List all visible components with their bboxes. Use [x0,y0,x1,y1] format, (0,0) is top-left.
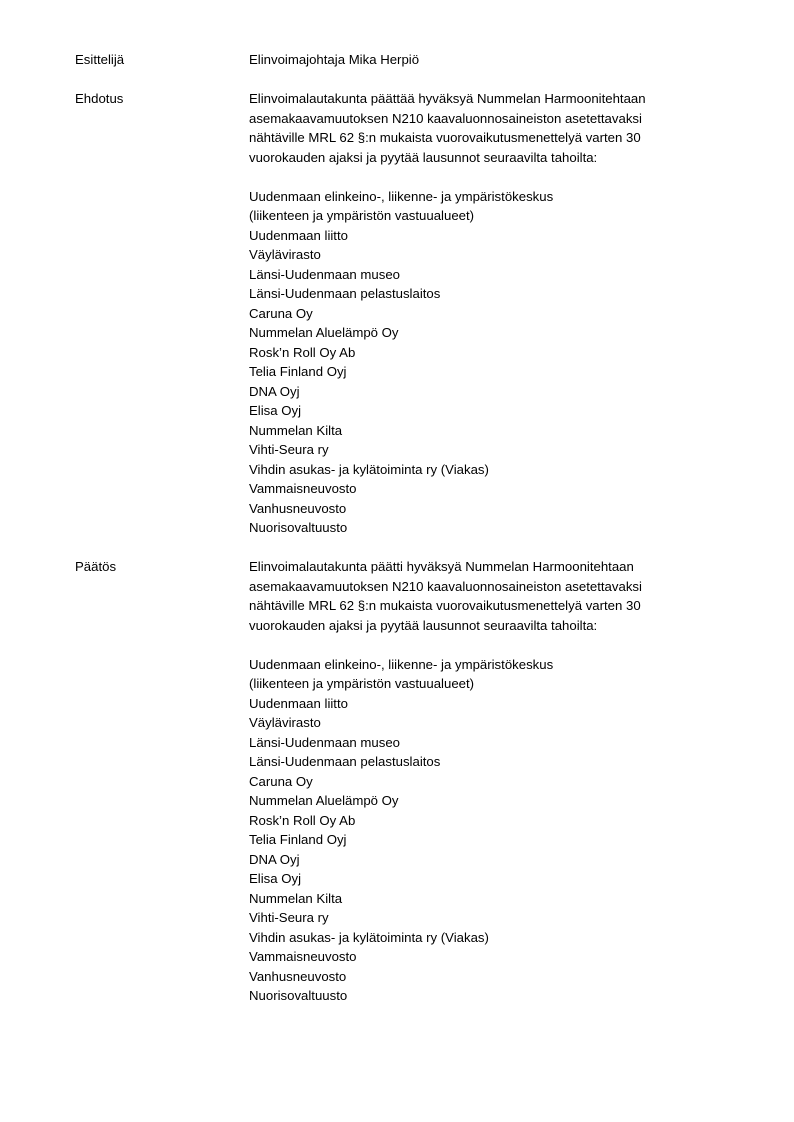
list-item: Väylävirasto [249,715,321,730]
list-item: Länsi-Uudenmaan pelastuslaitos [249,754,441,769]
section-label: Ehdotus [75,91,124,106]
section-label: Päätös [75,559,117,574]
list-item: Vihdin asukas- ja kylätoiminta ry (Viakas) [249,929,489,945]
list-item: Caruna Oy [249,773,313,789]
list-item: Elisa Oyj [249,871,302,886]
list-item: (liikenteen ja ympäristön vastuualueet) [249,208,475,223]
list-item: (liikenteen ja ympäristön vastuualueet) [249,676,475,691]
list-item: Vanhusneuvosto [249,968,347,984]
list-item: Vammaisneuvosto [249,481,357,496]
list-item: Nummelan Kilta [249,890,343,906]
presenter-name: Elinvoimajohtaja Mika Herpiö [249,52,420,67]
list-item: DNA Oyj [249,851,300,867]
section-content [249,89,709,538]
recipient-list [249,187,709,538]
list-item: Rosk’n Roll Oy Ab [249,812,356,828]
decision-text: Elinvoimalautakunta päätti hyväksyä Nummelan Harmoonitehtaan asemakaavamuutoksen N210 kaavaluonnosaineiston asetettavaksi nähtäville MRL 62 §:n mukaista vuorovaikutusmenettelyä varten 30 vuorokauden ajaksi ja pyytää lausunnot seuraavilta tahoilta: [249,559,642,633]
list-item: Telia Finland Oyj [249,832,347,847]
list-item: Rosk’n Roll Oy Ab [249,344,356,360]
list-item: Caruna Oy [249,305,313,321]
list-item: Vammaisneuvosto [249,949,357,964]
list-item: Telia Finland Oyj [249,364,347,379]
section-content [249,557,709,1006]
list-item: Nuorisovaltuusto [249,988,348,1003]
list-item: Uudenmaan liitto [249,227,348,243]
list-item: Länsi-Uudenmaan pelastuslaitos [249,286,441,301]
list-item: Vanhusneuvosto [249,500,347,516]
section-label: Esittelijä [75,52,125,67]
list-item: Nuorisovaltuusto [249,520,348,535]
list-item: Vihdin asukas- ja kylätoiminta ry (Viakas) [249,461,489,477]
list-item: Nummelan Aluelämpö Oy [249,793,399,808]
recipient-list [249,655,709,1006]
list-item: Uudenmaan liitto [249,695,348,711]
list-item: DNA Oyj [249,383,300,399]
list-item: Uudenmaan elinkeino-, liikenne- ja ympäristökeskus [249,656,554,672]
list-item: Elisa Oyj [249,403,302,418]
list-item: Nummelan Kilta [249,422,343,438]
list-item: Nummelan Aluelämpö Oy [249,325,399,340]
proposal-text: Elinvoimalautakunta päättää hyväksyä Nummelan Harmoonitehtaan asemakaavamuutoksen N210 kaavaluonnosaineiston asetettavaksi nähtäville MRL 62 §:n mukaista vuorovaikutusmenettelyä varten 30 vuorokauden ajaksi ja pyytää lausunnot seuraavilta tahoilta: [249,91,646,165]
list-item: Uudenmaan elinkeino-, liikenne- ja ympäristökeskus [249,188,554,204]
list-item: Väylävirasto [249,247,321,262]
list-item: Länsi-Uudenmaan museo [249,734,401,750]
list-item: Vihti-Seura ry [249,910,329,925]
section-content [249,50,709,70]
list-item: Vihti-Seura ry [249,442,329,457]
list-item: Länsi-Uudenmaan museo [249,266,401,282]
